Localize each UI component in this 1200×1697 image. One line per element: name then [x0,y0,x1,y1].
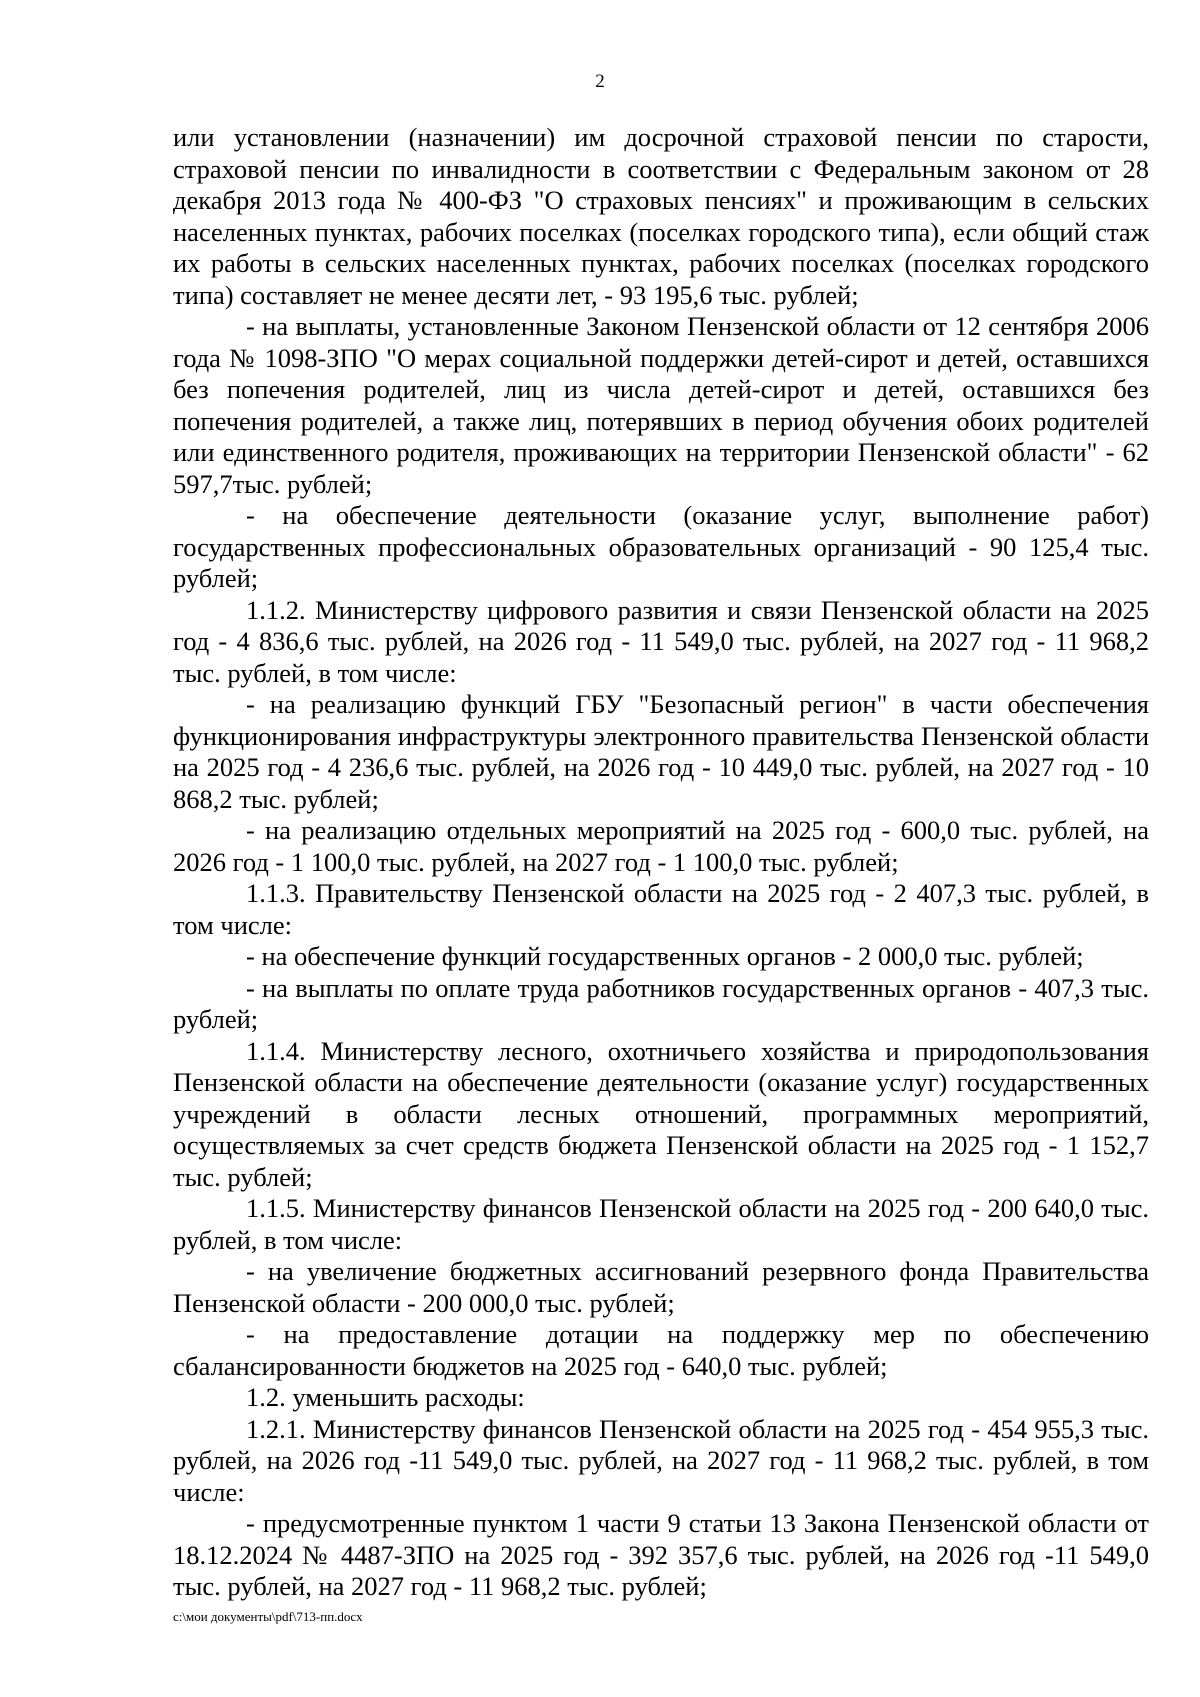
paragraph-continuation: или установлении (назначении) им досрочной страховой пенсии по старости, страховой пенсии по инвалидности в соответствии с Федеральным законом от 28 декабря 2013 года № 400-ФЗ "О страховых пенсиях" и проживающим в сельских населенных пунктах, рабочих поселках (поселках городского типа), если общий стаж их работы в сельских населенных пунктах, рабочих поселках (поселках городского типа) составляет не менее десяти лет, - 93 195,6 тыс. рублей; [173,122,1149,310]
paragraph-1-1-2: 1.1.2. Министерству цифрового развития и связи Пензенской области на 2025 год - 4 836,6 тыс. рублей, на 2026 год - 11 549,0 тыс. рублей, на 2027 год - 11 968,2 тыс. рублей, в том числе: [173,594,1149,688]
page-number: 2 [595,71,605,92]
paragraph-education-organizations: - на обеспечение деятельности (оказание услуг, выполнение работ) государственных профессиональных образовательных организаций - 90 125,4 тыс. рублей; [173,500,1149,593]
footer-file-path: c:\мои документы\pdf\713-пп.docx [173,1609,363,1624]
paragraph-safe-region: - на реализацию функций ГБУ "Безопасный регион" в части обеспечения функционирования инфраструктуры электронного правительства Пензенской области на 2025 год - 4 236,6 тыс. рублей, на 2026 год - 10 449,0 тыс. рублей, на 2027 год - 10 868,2 тыс. рублей; [173,689,1149,814]
paragraph-salary-payments: - на выплаты по оплате труда работников государственных органов - 407,3 тыс. рублей; [173,972,1149,1034]
paragraph-government-functions: - на обеспечение функций государственных органов - 2 000,0 тыс. рублей; [246,941,1084,971]
paragraph-balance-subsidy: - на предоставление дотации на поддержку мер по обеспечению сбалансированности бюджетов на 2025 год - 640,0 тыс. рублей; [173,1319,1149,1381]
document-body [173,122,1149,1603]
paragraph-1-1-4: 1.1.4. Министерству лесного, охотничьего хозяйства и природопользования Пензенской области на обеспечение деятельности (оказание услуг) государственных учреждений в области лесных отношений, программных мероприятий, осуществляемых за счет средств бюджета Пензенской области на 2025 год - 1 152,7 тыс. рублей; [173,1035,1149,1192]
paragraph-1-1-5: 1.1.5. Министерству финансов Пензенской области на 2025 год - 200 640,0 тыс. рублей, в том числе: [173,1193,1149,1255]
paragraph-separate-measures: - на реализацию отдельных мероприятий на 2025 год - 600,0 тыс. рублей, на 2026 год - 1 100,0 тыс. рублей, на 2027 год - 1 100,0 тыс. рублей; [173,815,1149,877]
paragraph-1-2: 1.2. уменьшить расходы: [246,1382,525,1412]
paragraph-orphans-payments: - на выплаты, установленные Законом Пензенской области от 12 сентября 2006 года № 1098-ЗПО "О мерах социальной поддержки детей-сирот и детей, оставшихся без попечения родителей, лиц из числа детей-сирот и детей, оставшихся без попечения родителей, а также лиц, потерявших в период обучения обоих родителей или единственного родителя, проживающих на территории Пензенской области" - 62 597,7тыс. рублей; [173,311,1149,499]
paragraph-reserve-fund: - на увеличение бюджетных ассигнований резервного фонда Правительства Пензенской области - 200 000,0 тыс. рублей; [173,1256,1149,1318]
paragraph-law-4487: - предусмотренные пунктом 1 части 9 статьи 13 Закона Пензенской области от 18.12.2024 № 4487-ЗПО на 2025 год - 392 357,6 тыс. рублей, на 2026 год -11 549,0 тыс. рублей, на 2027 год - 11 968,2 тыс. рублей; [173,1508,1149,1601]
paragraph-1-1-3: 1.1.3. Правительству Пензенской области на 2025 год - 2 407,3 тыс. рублей, в том числе: [173,878,1149,940]
paragraph-1-2-1: 1.2.1. Министерству финансов Пензенской области на 2025 год - 454 955,3 тыс. рублей, на 2026 год -11 549,0 тыс. рублей, на 2027 год - 11 968,2 тыс. рублей, в том числе: [173,1413,1149,1507]
